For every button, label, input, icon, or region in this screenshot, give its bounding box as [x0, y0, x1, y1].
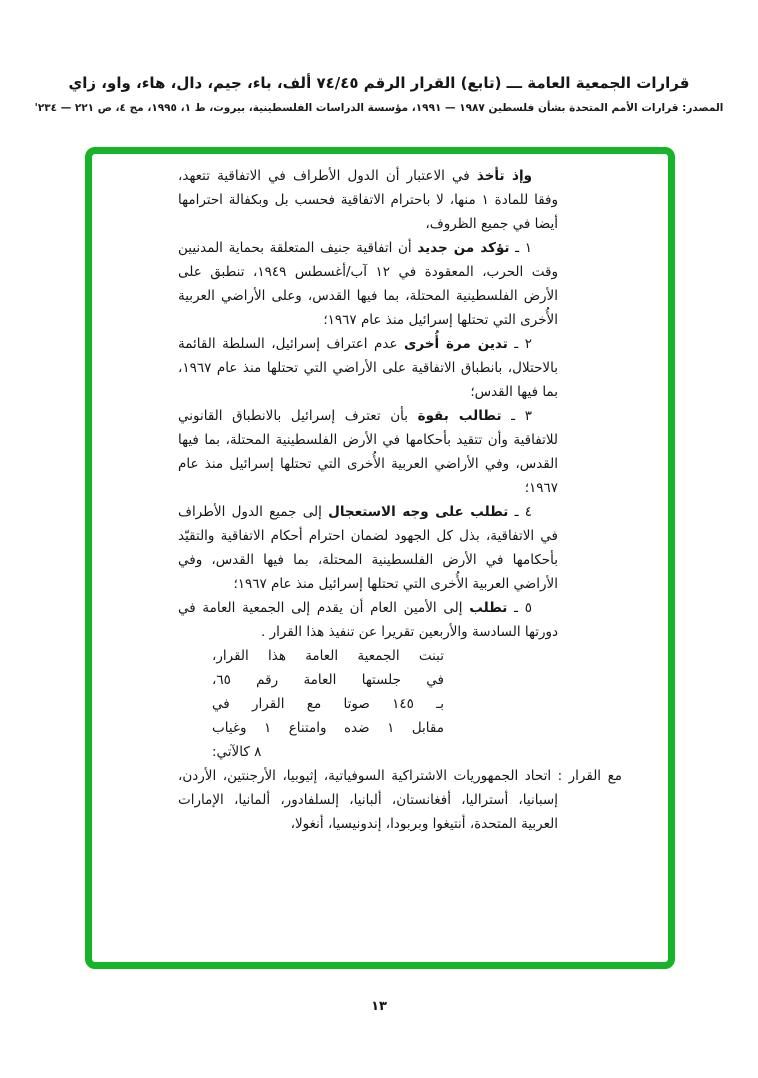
adoption-line: مقابل ١ ضده وامتناع ١ وغياب	[212, 720, 444, 736]
adoption-line: تبنت الجمعية العامة هذا القرار،	[212, 648, 444, 664]
clause-5-lead: تطلب	[469, 600, 508, 616]
clause-4-number: ٤ ـ	[514, 504, 533, 520]
clause-2-lead: تدين مرة أُخرى	[404, 336, 508, 352]
vote-for-block	[178, 764, 622, 836]
preamble-paragraph	[178, 164, 558, 236]
vote-for-countries: اتحاد الجمهوريات الاشتراكية السوفياتية، إثيوبيا، الأرجنتين، الأردن، إسبانيا، أستراليا، أفغانستان، ألبانيا، إلسلفادور، ألمانيا، الإمارات العربية المتحدة، أنتيغوا وبربودا، إندونيسيا، أنغولا،	[178, 768, 558, 832]
clause-1-lead: تؤكد من جديد	[417, 240, 510, 256]
adoption-line: بـ ١٤٥ صوتا مع القرار في	[212, 696, 444, 712]
clause-5	[178, 596, 558, 644]
resolution-text-column	[178, 164, 622, 836]
page-header-title: قرارات الجمعية العامة ـــ (تابع) القرار الرقم ٧٤/٤٥ ألف، باء، جيم، دال، هاء، واو، زاي	[68, 74, 690, 92]
adoption-line: في جلستها العامة رقم ٦٥،	[212, 672, 444, 688]
clause-1	[178, 236, 558, 332]
source-citation-line: المصدر: قرارات الأمم المتحدة بشأن فلسطين ١٩٨٧ — ١٩٩١، مؤسسة الدراسات الفلسطينية، بيروت، ط ١، ١٩٩٥، مج ٤، ص ٢٢١ — ٢٣٤'	[34, 102, 724, 114]
adoption-line: ٨ كالآتي:	[212, 744, 262, 760]
adoption-note	[212, 644, 444, 764]
preamble-text: في الاعتبار أن الدول الأطراف في الاتفاقية تتعهد، وفقا للمادة ١ منها، لا باحترام الاتفاقية فحسب بل وبكفالة احترامها أيضا في جميع الظروف،	[178, 168, 558, 232]
clause-5-text: إلى الأمين العام أن يقدم إلى الجمعية العامة في دورتها السادسة والأربعين تقريرا عن تنفيذ هذا القرار .	[178, 600, 558, 640]
clause-3-number: ٣ ـ	[511, 408, 532, 424]
clause-3-lead: تطالب بقوة	[417, 408, 502, 424]
page-number: ١٣	[371, 999, 387, 1014]
clause-4-text: إلى جميع الدول الأطراف في الاتفاقية، بذل كل الجهود لضمان احترام أحكام الاتفاقية والتقيّد بأحكامها في الأرض الفلسطينية المحتلة، بما فيها القدس، وفي الأراضي العربية الأُخرى التي تحتلها إسرائيل منذ عام ١٩٦٧؛	[178, 504, 558, 592]
clause-2	[178, 332, 558, 404]
vote-for-label: مع القرار :	[557, 768, 622, 784]
clause-1-text: أن اتفاقية جنيف المتعلقة بحماية المدنيين وقت الحرب، المعقودة في ١٢ آب/أغسطس ١٩٤٩، تنطبق على الأرض الفلسطينية المحتلة، بما فيها القدس، وعلى الأراضي العربية الأُخرى التي تحتلها إسرائيل منذ عام ١٩٦٧؛	[178, 240, 558, 328]
clause-3-text: بأن تعترف إسرائيل بالانطباق القانوني للاتفاقية وأن تتقيد بأحكامها في الأرض الفلسطينية المحتلة، بما فيها القدس، وفي الأراضي العربية الأُخرى التي تحتلها إسرائيل منذ عام ١٩٦٧؛	[178, 408, 558, 496]
clause-5-number: ٥ ـ	[514, 600, 532, 616]
clause-2-text: عدم اعتراف إسرائيل، السلطة القائمة بالاحتلال، بانطباق الاتفاقية على الأراضي التي تحتلها منذ عام ١٩٦٧، بما فيها القدس؛	[178, 336, 558, 400]
clause-3	[178, 404, 558, 500]
preamble-lead: وإذ تأخذ	[476, 168, 533, 184]
clause-1-number: ١ ـ	[515, 240, 533, 256]
clause-4-lead: تطلب على وجه الاستعجال	[328, 504, 509, 520]
clause-2-number: ٢ ـ	[514, 336, 532, 352]
clause-4	[178, 500, 558, 596]
